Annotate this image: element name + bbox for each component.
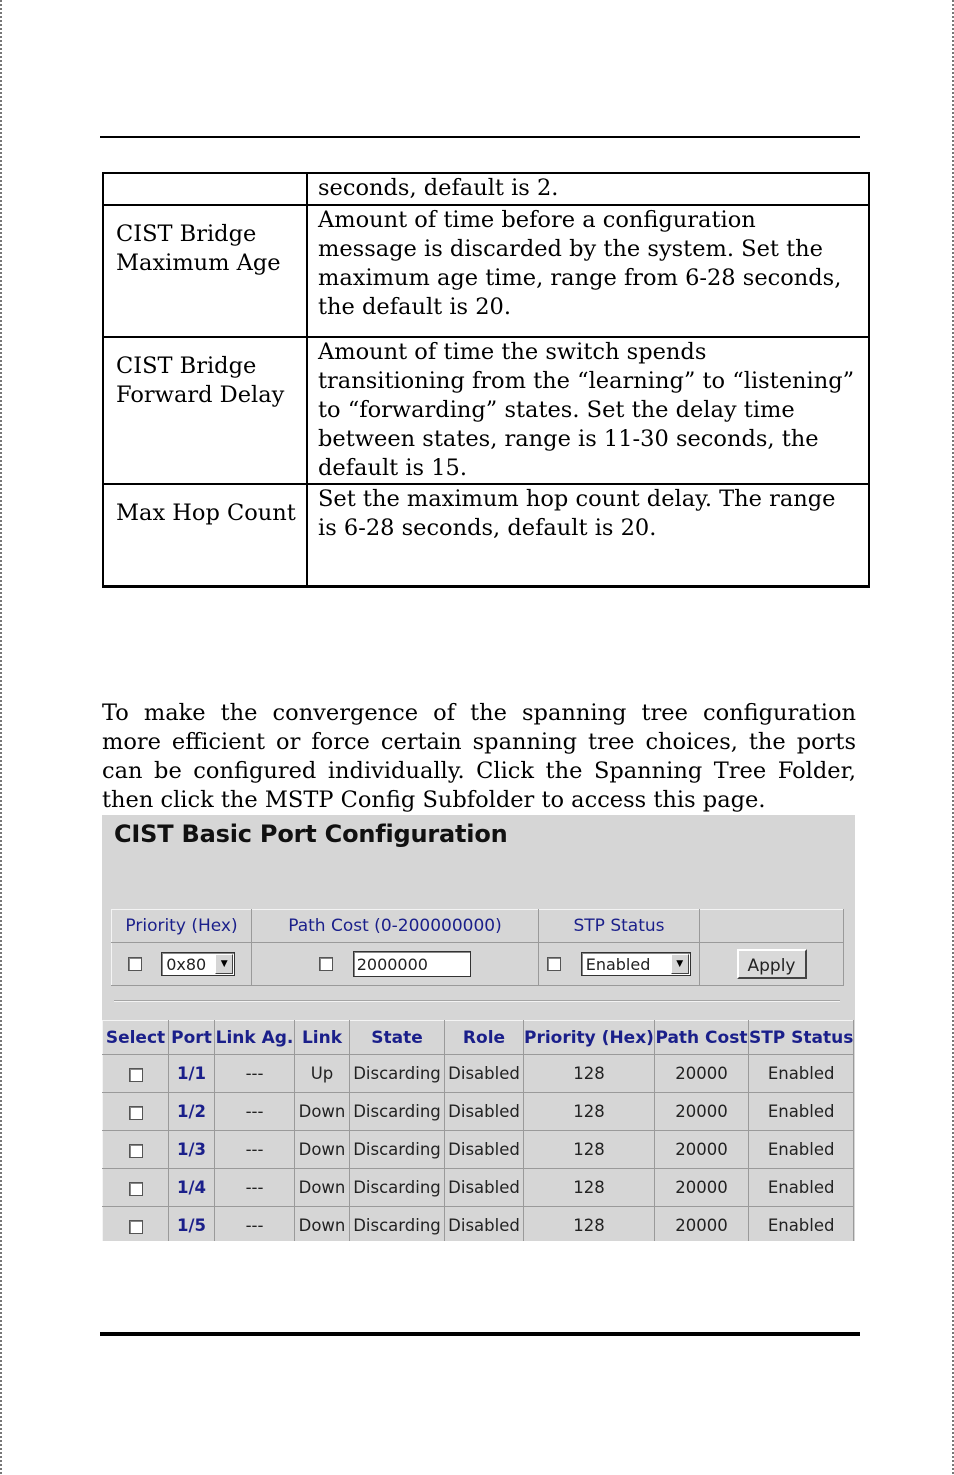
chevron-down-icon: ▼ <box>671 954 689 974</box>
link-ag: --- <box>215 1169 295 1207</box>
path-cost-header: Path Cost (0-200000000) <box>252 910 539 943</box>
col-path-cost: Path Cost <box>654 1021 748 1055</box>
col-priority: Priority (Hex) <box>524 1021 655 1055</box>
page-edge-left <box>0 0 2 1475</box>
row-select-checkbox[interactable] <box>129 1068 143 1082</box>
param-description: Set the maximum hop count delay. The range is 6-28 seconds, default is 20. <box>307 484 869 587</box>
table-row <box>103 1093 854 1131</box>
role: Disabled <box>445 1093 524 1131</box>
state: Discarding <box>350 1055 445 1093</box>
apply-button[interactable]: Apply <box>737 949 807 979</box>
link: Down <box>295 1207 350 1242</box>
priority-select-value: 0x80 <box>166 954 207 974</box>
stp-status: Enabled <box>748 1093 853 1131</box>
priority: 128 <box>524 1055 655 1093</box>
path-cost: 20000 <box>654 1055 748 1093</box>
header-rule <box>100 136 860 138</box>
param-name: CIST Bridge Forward Delay <box>103 337 307 484</box>
port-id[interactable]: 1/2 <box>169 1093 215 1131</box>
col-select: Select <box>103 1021 169 1055</box>
role: Disabled <box>445 1169 524 1207</box>
param-description: Amount of time before a configuration message is discarded by the system. Set the maximum age time, range from 6-28 seconds, the default is 20. <box>307 205 869 337</box>
port-id[interactable]: 1/3 <box>169 1131 215 1169</box>
priority: 128 <box>524 1093 655 1131</box>
divider <box>114 1000 840 1002</box>
table-row <box>103 173 869 205</box>
table-row <box>103 1207 854 1242</box>
path-cost-checkbox[interactable] <box>319 957 333 971</box>
param-name: CIST Bridge Maximum Age <box>103 205 307 337</box>
stp-status-select[interactable] <box>581 952 691 976</box>
param-description: Amount of time the switch spends transitioning from the “learning” to “listening” to “forwarding” states. Set the delay time between states, range is 11-30 seconds, the default is 15. <box>307 337 869 484</box>
table-row <box>103 337 869 484</box>
table-row <box>103 1055 854 1093</box>
parameter-table <box>102 172 870 588</box>
path-cost-input[interactable]: 2000000 <box>353 951 471 977</box>
col-state: State <box>350 1021 445 1055</box>
priority: 128 <box>524 1207 655 1242</box>
port-id[interactable]: 1/4 <box>169 1169 215 1207</box>
stp-status-checkbox[interactable] <box>547 957 561 971</box>
priority-header: Priority (Hex) <box>112 910 252 943</box>
path-cost: 20000 <box>654 1131 748 1169</box>
path-cost: 20000 <box>654 1207 748 1242</box>
state: Discarding <box>350 1093 445 1131</box>
priority: 128 <box>524 1131 655 1169</box>
param-name: Max Hop Count <box>103 484 307 587</box>
col-link: Link <box>295 1021 350 1055</box>
stp-status: Enabled <box>748 1131 853 1169</box>
priority-checkbox[interactable] <box>128 957 142 971</box>
link: Up <box>295 1055 350 1093</box>
row-select-checkbox[interactable] <box>129 1220 143 1234</box>
page-title: CIST Basic Port Configuration <box>114 820 508 848</box>
port-table-header <box>103 1021 854 1055</box>
table-row <box>103 1169 854 1207</box>
role: Disabled <box>445 1131 524 1169</box>
link-ag: --- <box>215 1131 295 1169</box>
row-select-checkbox[interactable] <box>129 1182 143 1196</box>
col-role: Role <box>445 1021 524 1055</box>
col-stp-status: STP Status <box>748 1021 853 1055</box>
bulk-edit-form <box>111 909 844 986</box>
link-ag: --- <box>215 1055 295 1093</box>
table-row <box>103 484 869 587</box>
priority: 128 <box>524 1169 655 1207</box>
chevron-down-icon: ▼ <box>215 954 233 974</box>
col-link-ag: Link Ag. <box>215 1021 295 1055</box>
port-id[interactable]: 1/1 <box>169 1055 215 1093</box>
footer-rule <box>100 1332 860 1336</box>
state: Discarding <box>350 1207 445 1242</box>
intro-paragraph: To make the convergence of the spanning tree configuration more efficient or force certain spanning tree choices, the ports can be configured individually. Click the Spanning Tree Folder, then click the MSTP Config Subfolder to access this page. <box>102 699 856 813</box>
stp-status: Enabled <box>748 1055 853 1093</box>
table-row <box>103 205 869 337</box>
param-name <box>103 173 307 205</box>
stp-status: Enabled <box>748 1169 853 1207</box>
link: Down <box>295 1131 350 1169</box>
path-cost: 20000 <box>654 1093 748 1131</box>
role: Disabled <box>445 1055 524 1093</box>
link-ag: --- <box>215 1093 295 1131</box>
state: Discarding <box>350 1169 445 1207</box>
row-select-checkbox[interactable] <box>129 1144 143 1158</box>
state: Discarding <box>350 1131 445 1169</box>
link-ag: --- <box>215 1207 295 1242</box>
path-cost: 20000 <box>654 1169 748 1207</box>
param-description: seconds, default is 2. <box>307 173 869 205</box>
role: Disabled <box>445 1207 524 1242</box>
stp-status-select-value: Enabled <box>585 954 651 974</box>
port-id[interactable]: 1/5 <box>169 1207 215 1242</box>
stp-status: Enabled <box>748 1207 853 1242</box>
row-select-checkbox[interactable] <box>129 1106 143 1120</box>
port-table <box>102 1020 854 1241</box>
apply-header-cell <box>700 910 844 943</box>
stp-status-header: STP Status <box>539 910 700 943</box>
link: Down <box>295 1169 350 1207</box>
priority-select[interactable] <box>161 952 235 976</box>
cist-port-config-screenshot <box>102 815 855 1241</box>
link: Down <box>295 1093 350 1131</box>
col-port: Port <box>169 1021 215 1055</box>
table-row <box>103 1131 854 1169</box>
